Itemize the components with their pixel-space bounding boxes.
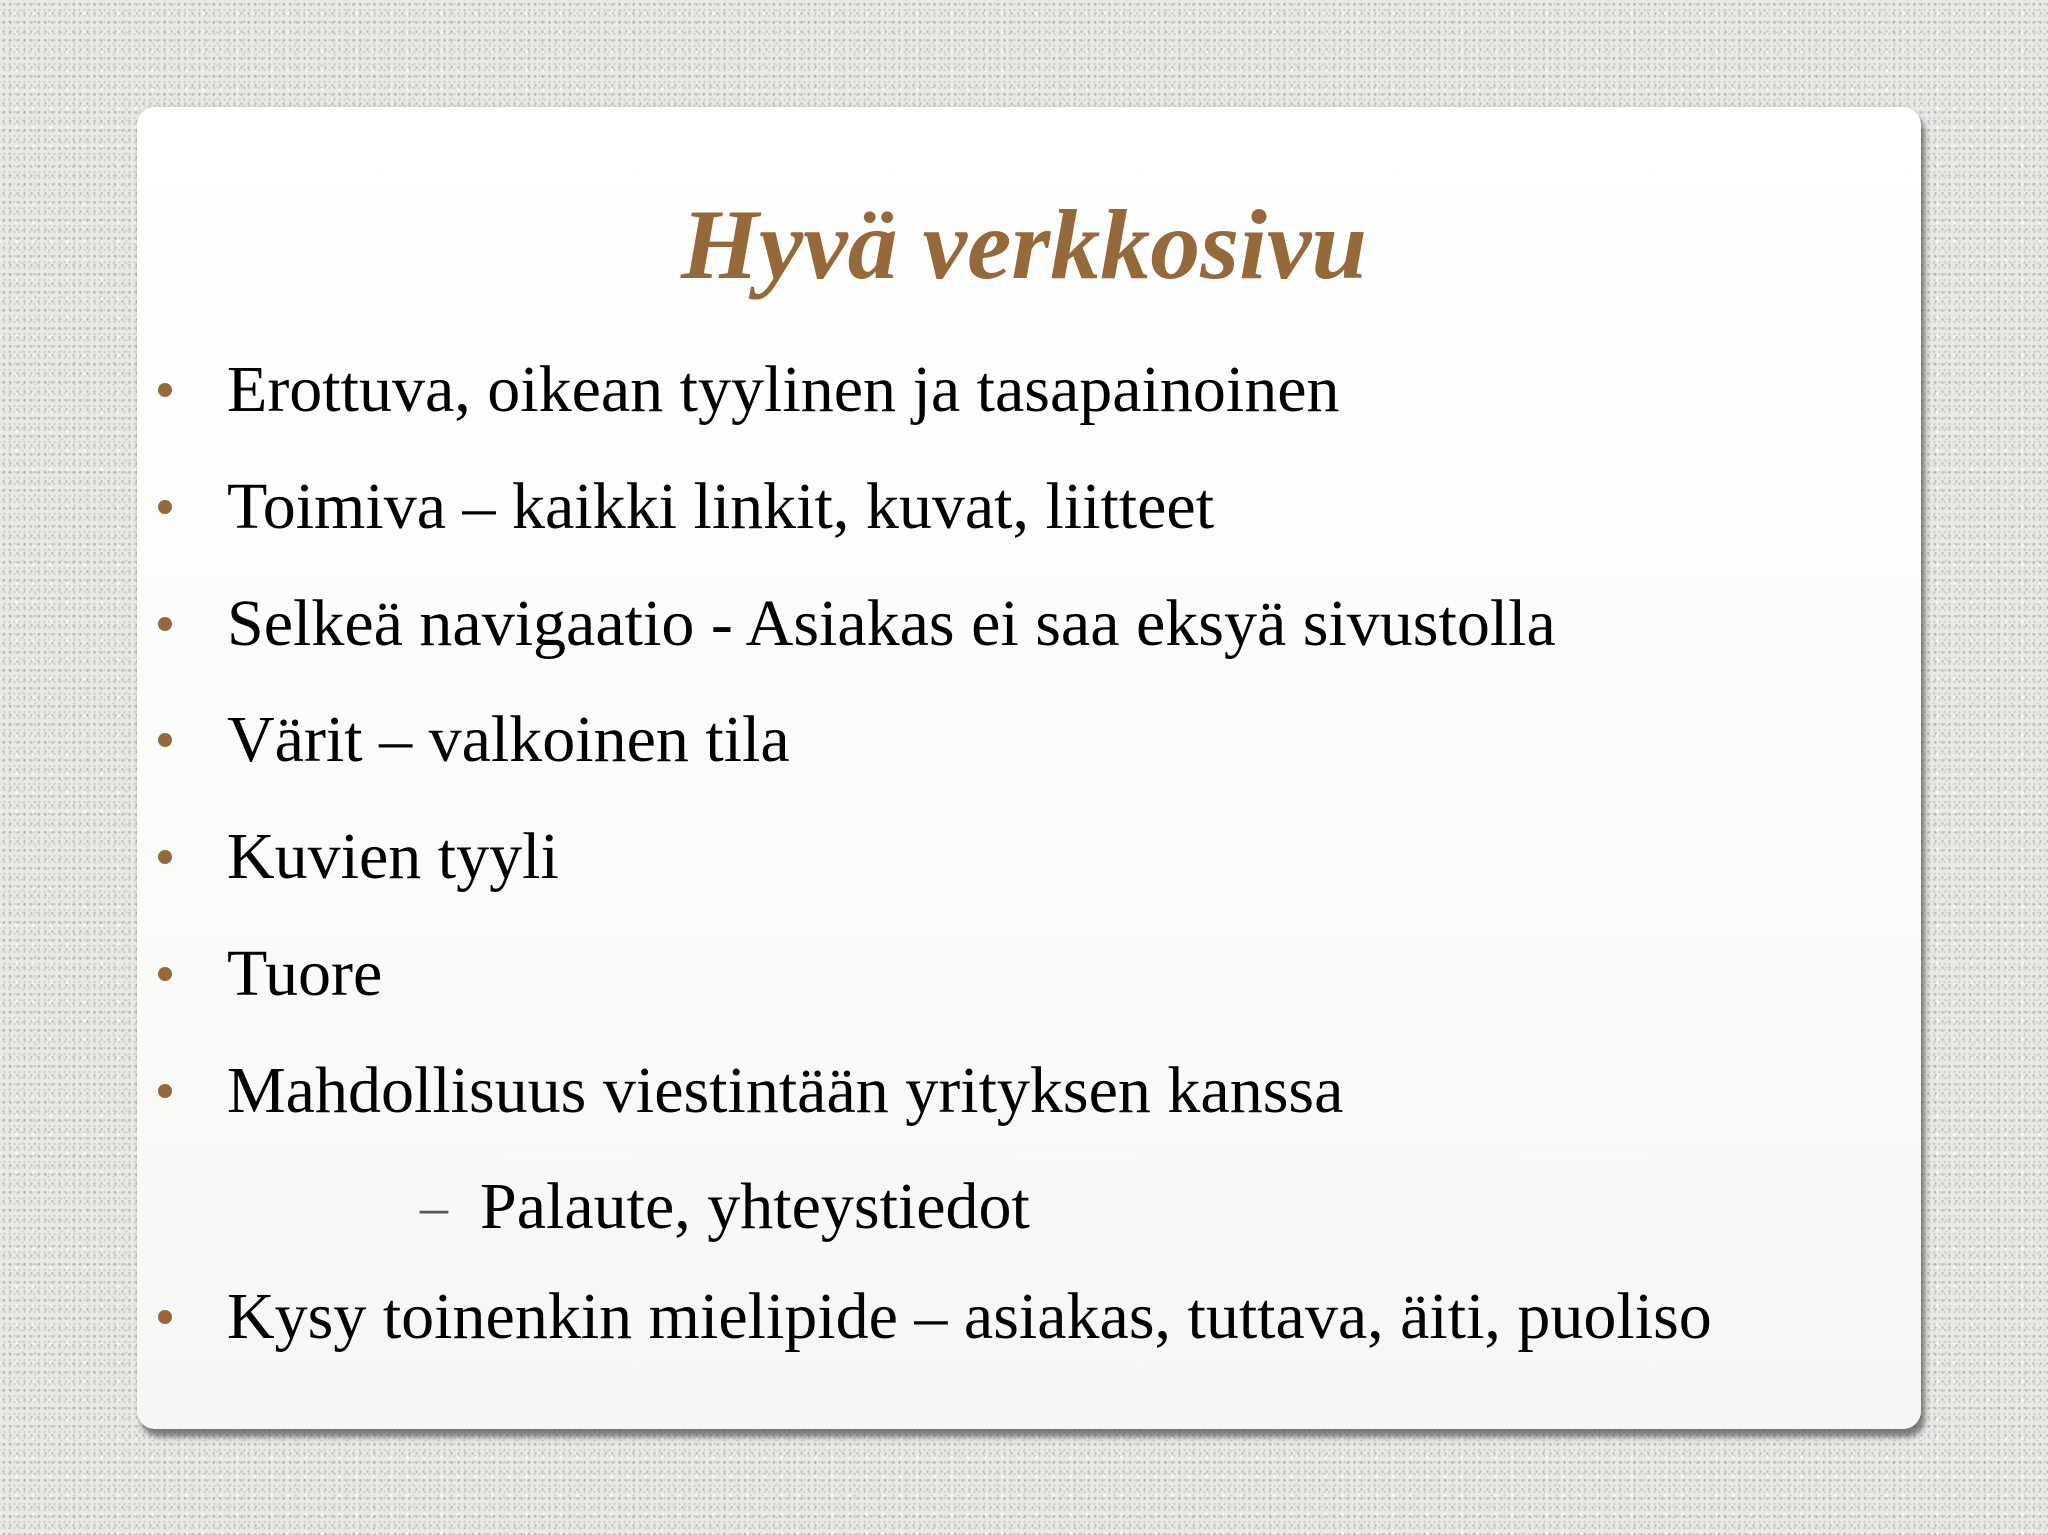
bullet-text: Kuvien tyyli: [227, 820, 559, 893]
bullet-item: [150, 929, 382, 1019]
bullet-text: Värit – valkoinen tila: [227, 703, 790, 776]
bullet-dot-icon: [158, 1084, 172, 1098]
bullet-text: Selkeä navigaatio - Asiakas ei saa eksyä sivustolla: [227, 587, 1556, 660]
bullet-item: [150, 1272, 1712, 1362]
bullet-item: [150, 695, 790, 785]
bullet-text: Mahdollisuus viestintään yrityksen kanssa: [227, 1054, 1344, 1127]
bullet-item: [150, 462, 1214, 552]
bullet-text: Toimiva – kaikki linkit, kuvat, liitteet: [227, 470, 1215, 543]
bullet-item: [150, 812, 559, 902]
bullet-dot-icon: [158, 733, 172, 747]
bullet-dot-icon: [158, 617, 172, 631]
bullet-dot-icon: [158, 383, 172, 397]
dash-icon: –: [420, 1176, 448, 1238]
bullet-item: [150, 345, 1340, 435]
sub-bullet-text: Palaute, yhteystiedot: [480, 1170, 1030, 1243]
bullet-text: Erottuva, oikean tyylinen ja tasapainoinen: [227, 353, 1340, 426]
bullet-dot-icon: [158, 1310, 172, 1324]
bullet-text: Tuore: [227, 937, 383, 1010]
slide-title: Hyvä verkkosivu: [681, 189, 1367, 300]
bullet-dot-icon: [158, 967, 172, 981]
bullet-text: Kysy toinenkin mielipide – asiakas, tuttava, äiti, puoliso: [227, 1280, 1712, 1353]
bullet-dot-icon: [158, 850, 172, 864]
bullet-item: [150, 579, 1556, 669]
bullet-dot-icon: [158, 500, 172, 514]
bullet-item: [150, 1046, 1343, 1136]
sub-bullet-item: [420, 1162, 1030, 1252]
